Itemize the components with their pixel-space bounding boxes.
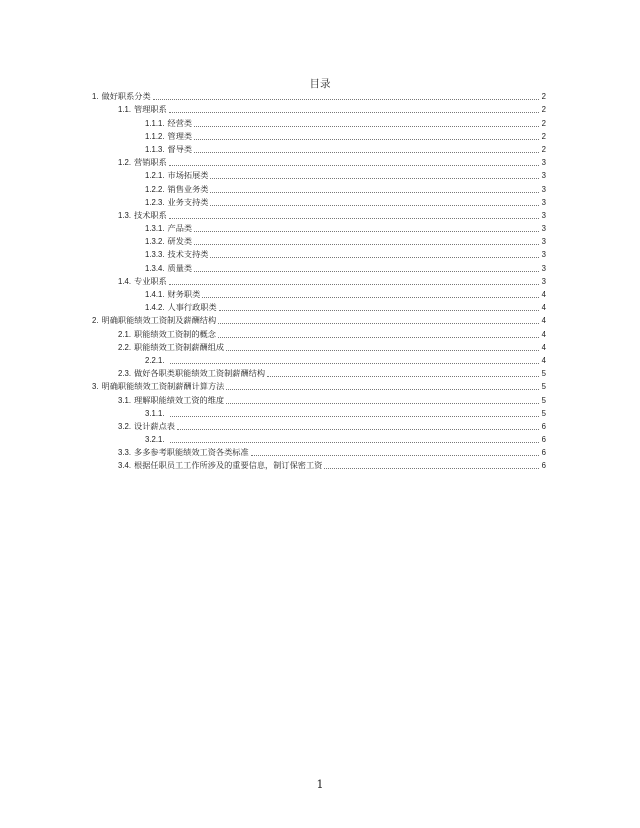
toc-entry-page: 5: [541, 408, 546, 418]
toc-entry[interactable]: [92, 235, 546, 248]
toc-entry[interactable]: [92, 103, 546, 116]
dot-leader: [177, 428, 539, 430]
toc-entry-text: 明确职能绩效工资制薪酬计算方法: [101, 381, 225, 392]
toc-entry-number: 1.2.1.: [145, 171, 165, 181]
toc-entry-page: 4: [541, 329, 546, 339]
toc-entry[interactable]: [92, 130, 546, 143]
toc-entry[interactable]: [92, 261, 546, 274]
toc-entry-text: 研发类: [167, 236, 193, 247]
toc-entry-page: 4: [541, 355, 546, 365]
toc-entry[interactable]: [92, 301, 546, 314]
dot-leader: [218, 336, 539, 338]
toc-entry-number: 1.3.3.: [145, 250, 165, 260]
dot-leader: [251, 454, 539, 456]
toc-entry-number: 1.4.1.: [145, 290, 165, 299]
toc-entry-number: 2.2.1.: [145, 355, 165, 365]
toc-entry[interactable]: [92, 393, 546, 406]
toc-entry-page: 4: [541, 303, 546, 313]
dot-leader: [169, 283, 539, 285]
toc-entry-text: 业务支持类: [167, 196, 209, 207]
toc-entry-number: 3.2.1.: [145, 435, 165, 445]
toc-entry-page: 3: [541, 210, 546, 220]
toc-entry-page: 3: [541, 263, 546, 273]
toc-entry-text: 根据任职员工工作所涉及的重要信息，制订保密工资: [134, 460, 323, 471]
toc-entry[interactable]: [92, 314, 546, 327]
toc-entry[interactable]: [92, 196, 546, 209]
toc-entry-page: 3: [541, 158, 546, 168]
toc-entry-number: 3.4.: [118, 461, 132, 471]
dot-leader: [218, 322, 539, 324]
toc-entry-text: 做好各职类职能绩效工资制薪酬结构: [134, 368, 266, 379]
toc-entry[interactable]: [92, 116, 546, 129]
toc-entry[interactable]: [92, 90, 546, 103]
toc-entry-number: 3.2.: [118, 421, 132, 431]
toc-entry-number: 2.2.: [118, 342, 132, 352]
dot-leader: [267, 375, 539, 377]
toc-entry-page: 2: [541, 131, 546, 141]
dot-leader: [219, 309, 539, 311]
toc-entry-text: 技术支持类: [167, 249, 209, 260]
table-of-contents: [92, 90, 546, 472]
dot-leader: [210, 177, 539, 179]
toc-entry-number: 1.1.: [118, 105, 132, 115]
toc-entry-text: 质量类: [167, 262, 193, 273]
toc-entry-page: 4: [541, 316, 546, 326]
dot-leader: [202, 296, 539, 298]
toc-entry-text: 职能绩效工资制薪酬组成: [134, 341, 225, 352]
dot-leader: [226, 402, 539, 404]
toc-entry-page: 2: [541, 105, 546, 115]
toc-entry[interactable]: [92, 182, 546, 195]
toc-entry-number: 3.1.: [118, 395, 132, 405]
toc-entry[interactable]: [92, 407, 546, 420]
toc-entry-number: 1.1.1.: [145, 118, 165, 128]
toc-entry[interactable]: [92, 446, 546, 459]
toc-entry-text: 市场拓展类: [167, 170, 209, 181]
toc-entry-page: 6: [541, 448, 546, 458]
toc-entry-number: 2.3.: [118, 369, 132, 379]
toc-entry[interactable]: [92, 354, 546, 367]
dot-leader: [194, 270, 539, 272]
toc-entry-text: 职能绩效工资制的概念: [134, 328, 216, 339]
toc-entry[interactable]: [92, 169, 546, 182]
dot-leader: [210, 191, 539, 193]
toc-entry[interactable]: [92, 327, 546, 340]
toc-entry-number: 3.1.1.: [145, 408, 165, 418]
dot-leader: [194, 230, 539, 232]
toc-entry-page: 4: [541, 290, 546, 299]
toc-entry-text: 设计薪点表: [134, 420, 175, 431]
dot-leader: [153, 98, 539, 100]
toc-entry[interactable]: [92, 380, 546, 393]
toc-entry-page: 5: [541, 395, 546, 405]
toc-entry-page: 3: [541, 184, 546, 194]
dot-leader: [170, 441, 539, 443]
toc-entry-number: 1.: [92, 92, 99, 102]
toc-entry-number: 1.2.: [118, 158, 132, 168]
toc-entry-number: 3.: [92, 382, 99, 392]
toc-entry-number: 1.1.2.: [145, 131, 165, 141]
toc-entry-text: 人事行政职类: [167, 302, 217, 313]
toc-entry[interactable]: [92, 288, 546, 301]
toc-entry-text: 销售业务类: [167, 183, 209, 194]
toc-entry-number: 3.3.: [118, 448, 132, 458]
dot-leader: [210, 204, 539, 206]
toc-entry-number: 1.4.: [118, 276, 132, 286]
toc-entry-number: 1.1.3.: [145, 144, 165, 154]
dot-leader: [169, 217, 539, 219]
toc-entry-page: 3: [541, 237, 546, 247]
toc-entry-page: 4: [541, 342, 546, 352]
toc-entry-number: 2.1.: [118, 329, 132, 339]
dot-leader: [226, 349, 539, 351]
toc-entry-number: 1.3.4.: [145, 263, 165, 273]
dot-leader: [169, 111, 539, 113]
toc-entry[interactable]: [92, 156, 546, 169]
toc-entry-text: 营销职系: [134, 157, 167, 168]
toc-entry-text: 多多参考职能绩效工资各类标准: [134, 447, 249, 458]
toc-entry-page: 3: [541, 197, 546, 207]
dot-leader: [194, 243, 539, 245]
page-number: 1: [316, 778, 324, 791]
toc-title: 目录: [309, 78, 331, 90]
toc-entry-text: 财务职类: [167, 289, 201, 299]
toc-entry[interactable]: [92, 433, 546, 446]
dot-leader: [169, 164, 539, 166]
toc-entry[interactable]: [92, 275, 546, 288]
toc-entry[interactable]: [92, 143, 546, 156]
toc-entry-text: 做好职系分类: [101, 91, 151, 102]
toc-entry-page: 6: [541, 461, 546, 471]
toc-entry[interactable]: [92, 367, 546, 380]
toc-entry-number: 1.2.2.: [145, 184, 165, 194]
toc-entry-text: 明确职能绩效工资制及薪酬结构: [101, 315, 217, 326]
dot-leader: [194, 151, 539, 153]
toc-entry-number: 1.2.3.: [145, 197, 165, 207]
toc-entry-text: 管理职系: [134, 104, 167, 115]
toc-entry-number: 1.3.1.: [145, 224, 165, 234]
toc-entry-page: 5: [541, 382, 546, 392]
toc-entry-number: 1.3.: [118, 210, 132, 220]
toc-entry[interactable]: [92, 459, 546, 472]
toc-entry-page: 2: [541, 118, 546, 128]
dot-leader: [324, 467, 539, 469]
dot-leader: [210, 256, 539, 258]
toc-entry-text: 理解职能绩效工资的维度: [134, 394, 225, 405]
toc-entry-page: 2: [541, 92, 546, 102]
toc-entry-text: 督导类: [167, 143, 193, 154]
toc-entry[interactable]: [92, 341, 546, 354]
dot-leader: [170, 415, 539, 417]
toc-entry-number: 2.: [92, 316, 99, 326]
toc-entry-page: 6: [541, 435, 546, 445]
toc-entry-text: 管理类: [167, 130, 193, 141]
toc-entry[interactable]: [92, 420, 546, 433]
dot-leader: [226, 388, 539, 390]
toc-entry-text: 产品类: [167, 223, 193, 234]
toc-entry-text: 经营类: [167, 117, 193, 128]
toc-entry[interactable]: [92, 248, 546, 261]
toc-entry-text: 专业职系: [134, 275, 167, 286]
toc-entry-page: 5: [541, 369, 546, 379]
toc-entry-page: 2: [541, 144, 546, 154]
toc-entry-page: 3: [541, 276, 546, 286]
toc-entry-number: 1.4.2.: [145, 303, 165, 313]
toc-entry-text: 技术职系: [134, 209, 167, 220]
toc-entry-page: 3: [541, 224, 546, 234]
toc-entry-page: 6: [541, 421, 546, 431]
toc-entry[interactable]: [92, 209, 546, 222]
dot-leader: [194, 125, 539, 127]
toc-entry-page: 3: [541, 171, 546, 181]
dot-leader: [170, 362, 539, 364]
dot-leader: [194, 138, 539, 140]
toc-entry-number: 1.3.2.: [145, 237, 165, 247]
toc-entry[interactable]: [92, 222, 546, 235]
toc-entry-page: 3: [541, 250, 546, 260]
